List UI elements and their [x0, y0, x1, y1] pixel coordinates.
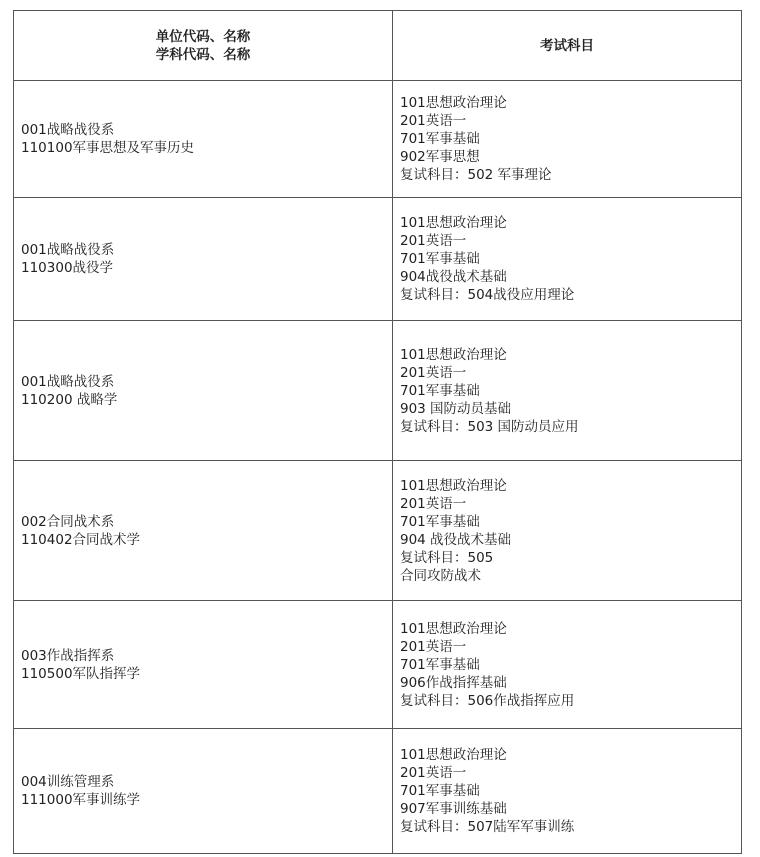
table-row [14, 198, 742, 321]
unit-name: 004训练管理系 [21, 774, 115, 790]
exam-item: 201英语一 [400, 638, 467, 655]
exam-item: 201英语一 [400, 765, 467, 781]
exam-item: 907军事训练基础 [400, 801, 507, 817]
subject-name: 111000军事训练学 [21, 792, 141, 808]
table-row [14, 321, 742, 461]
exam-item: 701军事基础 [400, 783, 480, 799]
header-unit-subject [14, 11, 393, 81]
exams-cell [393, 461, 742, 601]
header-exams [393, 11, 742, 81]
exam-item: 201英语一 [400, 364, 467, 381]
exam-item: 904 战役战术基础 [400, 531, 512, 548]
exam-item: 904战役战术基础 [400, 269, 507, 285]
exam-item: 201英语一 [400, 495, 467, 512]
exam-item: 701军事基础 [400, 656, 480, 673]
exam-item: 复试科目：504战役应用理论 [400, 287, 575, 303]
exam-item: 902军事思想 [400, 149, 480, 165]
exam-item: 701军事基础 [400, 513, 480, 530]
exam-item: 101思想政治理论 [400, 95, 507, 111]
table-header-row [14, 11, 742, 81]
exams-cell [393, 729, 742, 854]
unit-cell [14, 461, 393, 601]
unit-cell [14, 81, 393, 198]
unit-name: 003作战指挥系 [21, 647, 115, 664]
exam-item: 701军事基础 [400, 251, 480, 267]
unit-name: 002合同战术系 [21, 513, 115, 530]
exam-item: 201英语一 [400, 113, 467, 129]
exam-item: 101思想政治理论 [400, 747, 507, 763]
unit-cell [14, 198, 393, 321]
unit-cell [14, 321, 393, 461]
header-unit-label: 单位代码、名称 [155, 28, 251, 45]
unit-name: 001战略战役系 [21, 373, 115, 390]
exam-item: 复试科目：507陆军军事训练 [400, 819, 575, 835]
subject-name: 110200 战略学 [21, 391, 118, 408]
subject-name: 110402合同战术学 [21, 531, 141, 548]
exam-item: 复试科目：503 国防动员应用 [400, 418, 579, 435]
exam-item: 701军事基础 [400, 382, 480, 399]
exam-item: 201英语一 [400, 233, 467, 249]
exams-cell [393, 81, 742, 198]
exam-item: 合同攻防战术 [400, 567, 481, 584]
exam-item: 906作战指挥基础 [400, 674, 507, 691]
table-row [14, 461, 742, 601]
header-subject-label: 学科代码、名称 [155, 46, 251, 63]
exam-item: 101思想政治理论 [400, 346, 507, 363]
unit-name: 001战略战役系 [21, 122, 115, 138]
subject-name: 110100军事思想及军事历史 [21, 140, 195, 156]
exam-item: 101思想政治理论 [400, 215, 507, 231]
table-row [14, 601, 742, 729]
subject-name: 110300战役学 [21, 260, 114, 276]
exam-item: 701军事基础 [400, 131, 480, 147]
header-exams-label: 考试科目 [540, 37, 594, 54]
unit-cell [14, 601, 393, 729]
exam-item: 101思想政治理论 [400, 620, 507, 637]
exams-cell [393, 601, 742, 729]
exams-cell [393, 198, 742, 321]
table-row [14, 81, 742, 198]
exam-item: 101思想政治理论 [400, 477, 507, 494]
unit-name: 001战略战役系 [21, 242, 115, 258]
exam-item: 复试科目：502 军事理论 [400, 167, 552, 183]
unit-cell [14, 729, 393, 854]
table-row [14, 729, 742, 854]
exam-item: 复试科目：505 [400, 549, 494, 566]
subject-name: 110500军队指挥学 [21, 665, 141, 682]
exam-item: 903 国防动员基础 [400, 400, 512, 417]
exam-item: 复试科目：506作战指挥应用 [400, 692, 575, 709]
exam-subjects-table [13, 10, 742, 854]
exams-cell [393, 321, 742, 461]
